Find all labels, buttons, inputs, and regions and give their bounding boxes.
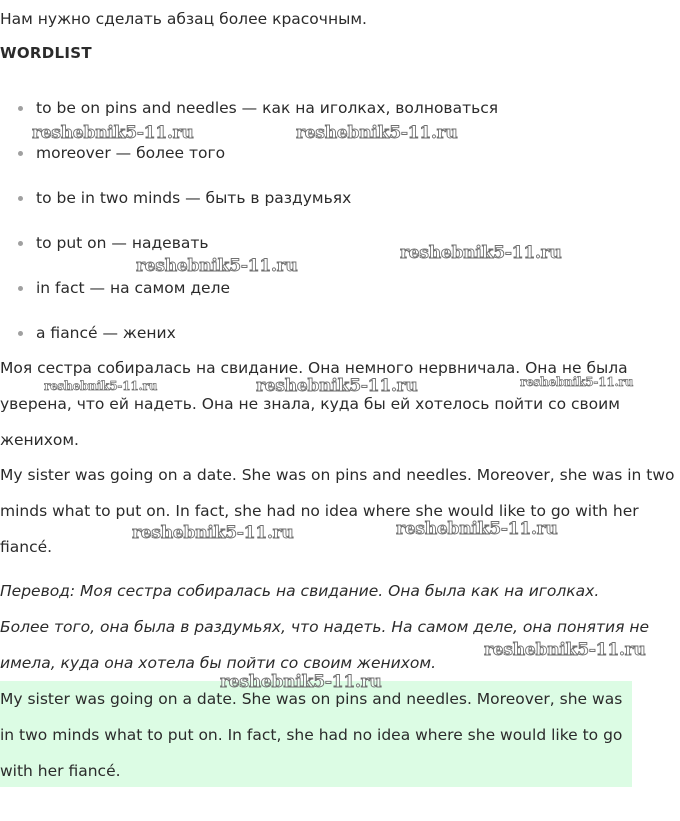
watermark: reshebnik5-11.ru bbox=[132, 523, 294, 543]
wordlist-item-text: moreover — более того bbox=[36, 144, 226, 162]
bullet-icon bbox=[18, 151, 23, 156]
bullet-icon bbox=[18, 241, 23, 246]
watermark: reshebnik5-11.ru bbox=[220, 672, 382, 692]
wordlist-item bbox=[0, 140, 680, 185]
wordlist bbox=[0, 95, 680, 365]
wordlist-heading: WORDLIST bbox=[0, 44, 92, 62]
wordlist-item bbox=[0, 95, 680, 140]
intro-text: Нам нужно сделать абзац более красочным. bbox=[0, 10, 367, 28]
wordlist-item-text: to put on — надевать bbox=[36, 234, 209, 252]
wordlist-item-text: in fact — на самом деле bbox=[36, 279, 231, 297]
watermark: reshebnik5-11.ru bbox=[396, 519, 558, 539]
watermark: reshebnik5-11.ru bbox=[484, 640, 646, 660]
wordlist-item bbox=[0, 230, 680, 275]
wordlist-item-text: to be in two minds — быть в раздумьях bbox=[36, 189, 352, 207]
wordlist-item bbox=[0, 275, 680, 320]
bullet-icon bbox=[18, 106, 23, 111]
watermark: reshebnik5-11.ru bbox=[256, 376, 418, 396]
watermark: reshebnik5-11.ru bbox=[400, 243, 562, 263]
wordlist-item bbox=[0, 185, 680, 230]
translation-paragraph-ru: Перевод: Моя сестра собиралась на свидание. Она была как на иголках. Более того, она была в раздумьях, что надеть. На самом деле, она понятия не имела, куда она хотела бы пойти со своим женихом. bbox=[0, 582, 649, 672]
highlighted-answer-en: My sister was going on a date. She was on pins and needles. Moreover, she was in two minds what to put on. In fact, she had no idea where she would like to go with her fiancé. bbox=[0, 681, 632, 787]
watermark: reshebnik5-11.ru bbox=[44, 379, 158, 393]
watermark: reshebnik5-11.ru bbox=[32, 123, 194, 143]
original-paragraph-ru: Моя сестра собиралась на свидание. Она немного нервничала. Она не была уверена, что ей надеть. Она не знала, куда бы ей хотелось пойти со своим женихом. bbox=[0, 359, 628, 449]
watermark: reshebnik5-11.ru bbox=[136, 256, 298, 276]
rewritten-paragraph-en: My sister was going on a date. She was on pins and needles. Moreover, she was in two minds what to put on. In fact, she had no idea where she would like to go with her fiancé. bbox=[0, 466, 675, 556]
watermark: reshebnik5-11.ru bbox=[296, 123, 458, 143]
bullet-icon bbox=[18, 286, 23, 291]
bullet-icon bbox=[18, 196, 23, 201]
wordlist-item-text: to be on pins and needles — как на иголках, волноваться bbox=[36, 99, 499, 117]
watermark: reshebnik5-11.ru bbox=[520, 375, 634, 389]
bullet-icon bbox=[18, 331, 23, 336]
wordlist-item-text: a fiancé — жених bbox=[36, 324, 176, 342]
